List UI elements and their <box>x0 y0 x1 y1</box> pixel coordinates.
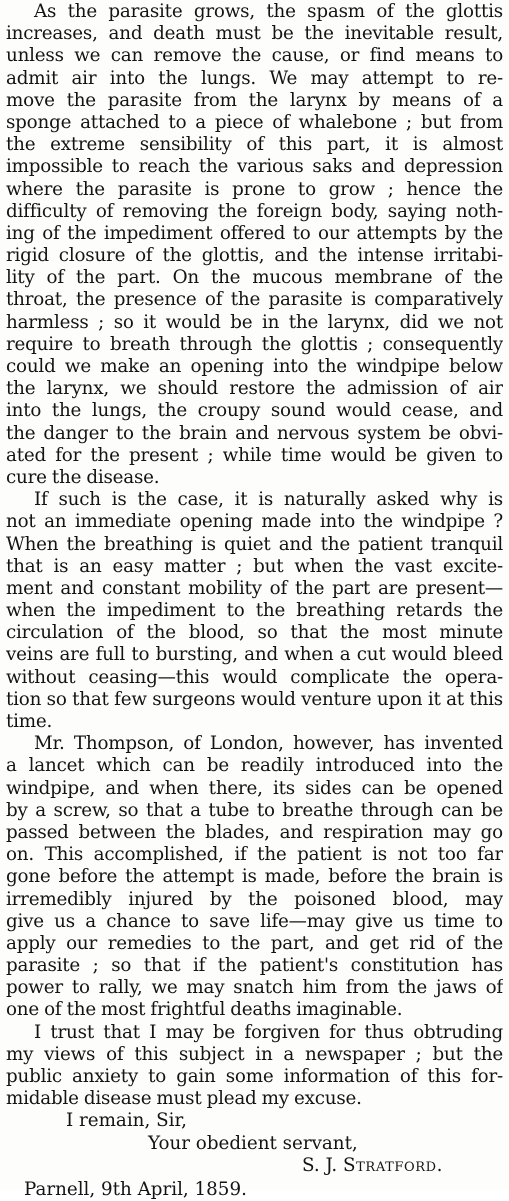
text-line: irremedibly injured by the poisoned blood, may <box>6 888 503 910</box>
letter-body <box>6 0 503 1201</box>
text-line: passed between the blades, and respiration may go <box>6 821 503 843</box>
text-line: admit air into the lungs. We may attempt to re- <box>6 67 503 89</box>
text-line: impossible to reach the various saks and depression <box>6 156 503 178</box>
text-line: ment and constant mobility of the part are present— <box>6 577 503 599</box>
text-line: into the lungs, the croupy sound would cease, and <box>6 400 503 422</box>
text-line: not an immediate opening made into the windpipe ? <box>6 511 503 533</box>
text-line: lity of the part. On the mucous membrane of the <box>6 267 503 289</box>
paragraph-4 <box>6 1022 503 1111</box>
text-line: difficulty of removing the foreign body, saying noth- <box>6 200 503 222</box>
text-line: require to breath through the glottis ; consequently <box>6 333 503 355</box>
text-line: the extreme sensibility of this part, it is almost <box>6 134 503 156</box>
text-line: increases, and death must be the inevitable result, <box>6 23 503 45</box>
text-line: power to rally, we may snatch him from the jaws of <box>6 977 503 999</box>
text-line: where the parasite is prone to grow ; hence the <box>6 178 503 200</box>
paragraph-1 <box>6 1 503 489</box>
text-line: If such is the case, it is naturally asked why is <box>34 489 503 511</box>
text-line: gone before the attempt is made, before the brain is <box>6 866 503 888</box>
text-line: As the parasite grows, the spasm of the glottis <box>34 1 503 22</box>
text-line: my views of this subject in a newspaper ; but the <box>6 1043 503 1065</box>
dateline: Parnell, 9th April, 1859. <box>24 1178 247 1200</box>
text-line: tion so that few surgeons would venture upon it at this <box>6 688 503 710</box>
text-line: throat, the presence of the parasite is comparatively <box>6 289 503 311</box>
text-line: on. This accomplished, if the patient is not too far <box>6 844 503 866</box>
text-line: parasite ; so that if the patient's constitution has <box>6 955 503 977</box>
text-line: harmless ; so it would be in the larynx, did we not <box>6 311 503 333</box>
paragraph-2 <box>6 489 503 733</box>
text-line: windpipe, and when there, its sides can be opened <box>6 777 503 799</box>
text-line: time. <box>6 711 53 732</box>
text-line: give us a chance to save life—may give us time to <box>6 910 503 932</box>
text-line: that is an easy matter ; but when the vast excite- <box>6 555 503 577</box>
paragraph-3 <box>6 733 503 1021</box>
text-line: the larynx, we should restore the admission of air <box>6 378 503 400</box>
text-line: unless we can remove the cause, or find means to <box>6 45 503 67</box>
text-line: ing of the impediment offered to our attempts by the <box>6 222 503 244</box>
text-line: when the impediment to the breathing retards the <box>6 600 503 622</box>
text-line: cure the disease. <box>6 466 160 488</box>
text-line: circulation of the blood, so that the most minute <box>6 622 503 644</box>
text-line: I trust that I may be forgiven for thus obtruding <box>34 1021 503 1043</box>
text-line: ated for the present ; while time would be given to <box>6 444 503 466</box>
text-line: one of the most frightful deaths imaginable. <box>6 999 403 1021</box>
text-line: by a screw, so that a tube to breathe through can be <box>6 799 503 821</box>
text-line: without ceasing—this would complicate the opera- <box>6 666 503 688</box>
text-line: the danger to the brain and nervous system be obvi- <box>6 422 503 444</box>
text-line: veins are full to bursting, and when a cut would bleed <box>6 644 503 666</box>
text-line: sponge attached to a piece of whalebone ; but from <box>6 111 503 133</box>
text-line: could we make an opening into the windpipe below <box>6 356 503 377</box>
signature-surname: Stratford. <box>343 1154 444 1176</box>
text-line: When the breathing is quiet and the patient tranquil <box>6 533 503 555</box>
text-line: move the parasite from the larynx by means of a <box>6 89 503 111</box>
text-line: apply our remedies to the part, and get rid of the <box>6 932 503 954</box>
text-line: midable disease must plead my excuse. <box>6 1088 362 1110</box>
text-line: a lancet which can be readily introduced into the <box>6 755 503 777</box>
text-line: public anxiety to gain some information of this for- <box>6 1066 503 1087</box>
text-line: rigid closure of the glottis, and the intense irritabi- <box>6 245 503 267</box>
closing: Your obedient servant, <box>148 1132 358 1154</box>
salutation: I remain, Sir, <box>66 1110 187 1132</box>
text-line: Mr. Thompson, of London, however, has invented <box>34 733 503 755</box>
signature-initials: S. J. <box>302 1154 338 1176</box>
signature <box>6 1155 503 1177</box>
